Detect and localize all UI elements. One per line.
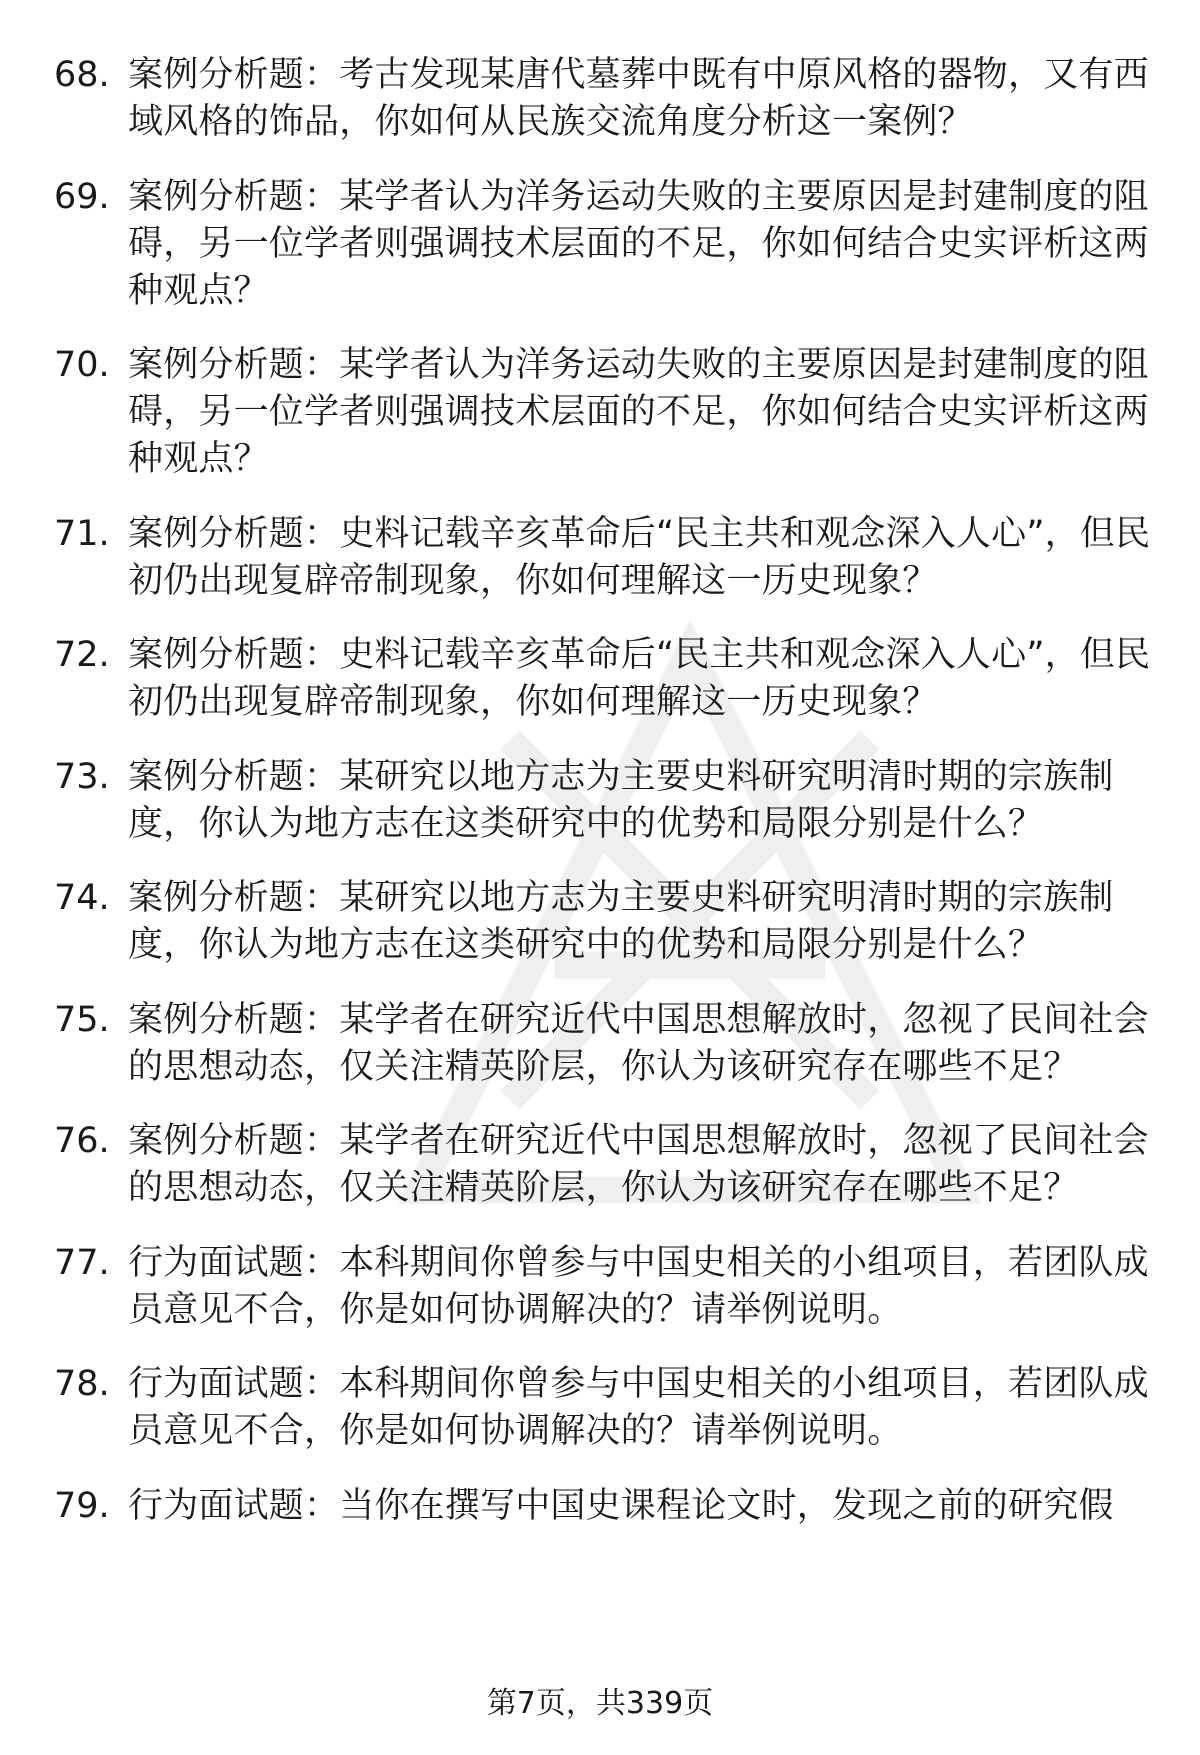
question-number: 79. [54,1485,110,1526]
question-number: 71. [54,513,110,554]
question-item [54,174,1164,315]
question-text: 案例分析题：某学者认为洋务运动失败的主要原因是封建制度的阻碍，另一位学者则强调技术层面的不足，你如何结合史实评析这两种观点？ [128,176,1149,311]
question-item [54,511,1164,605]
question-item [54,754,1164,848]
question-text: 行为面试题：本科期间你曾参与中国史相关的小组项目，若团队成员意见不合，你是如何协调解决的？请举例说明。 [128,1242,1149,1330]
question-text: 案例分析题：某研究以地方志为主要史料研究明清时期的宗族制度，你认为地方志在这类研究中的优势和局限分别是什么？ [128,878,1114,965]
question-list [54,52,1164,1557]
question-item [54,342,1164,483]
question-number: 74. [54,878,110,918]
question-item [54,1361,1164,1455]
question-text: 案例分析题：某研究以地方志为主要史料研究明清时期的宗族制度，你认为地方志在这类研究中的优势和局限分别是什么？ [128,756,1114,844]
question-item [54,1240,1164,1334]
question-number: 70. [54,345,110,385]
question-number: 76. [54,1121,110,1161]
question-text: 案例分析题：史料记载辛亥革命后“民主共和观念深入人心”，但民初仍出现复辟帝制现象，你如何理解这一历史现象？ [128,635,1151,722]
question-text: 案例分析题：某学者认为洋务运动失败的主要原因是封建制度的阻碍，另一位学者则强调技术层面的不足，你如何结合史实评析这两种观点？ [128,345,1149,479]
question-number: 68. [54,55,110,95]
question-text: 案例分析题：某学者在研究近代中国思想解放时，忽视了民间社会的思想动态，仅关注精英阶层，你认为该研究存在哪些不足？ [128,1121,1149,1208]
question-item [54,1118,1164,1212]
question-item [54,632,1164,726]
question-item [54,52,1164,146]
question-number: 72. [54,635,110,675]
question-number: 73. [54,756,110,797]
question-text: 案例分析题：某学者在研究近代中国思想解放时，忽视了民间社会的思想动态，仅关注精英阶层，你认为该研究存在哪些不足？ [128,999,1149,1087]
question-text: 行为面试题：本科期间你曾参与中国史相关的小组项目，若团队成员意见不合，你是如何协调解决的？请举例说明。 [128,1364,1149,1451]
page-footer: 第7页，共339页 [486,1686,714,1721]
question-number: 78. [54,1364,110,1404]
question-number: 75. [54,999,110,1040]
question-text: 行为面试题：当你在撰写中国史课程论文时，发现之前的研究假 [128,1485,1114,1526]
question-text: 案例分析题：考古发现某唐代墓葬中既有中原风格的器物，又有西域风格的饰品，你如何从民族交流角度分析这一案例？ [128,55,1149,142]
question-item [54,1483,1164,1530]
question-text: 案例分析题：史料记载辛亥革命后“民主共和观念深入人心”，但民初仍出现复辟帝制现象，你如何理解这一历史现象？ [128,513,1151,601]
question-item [54,997,1164,1091]
question-number: 69. [54,176,110,217]
question-number: 77. [54,1242,110,1283]
question-item [54,875,1164,969]
